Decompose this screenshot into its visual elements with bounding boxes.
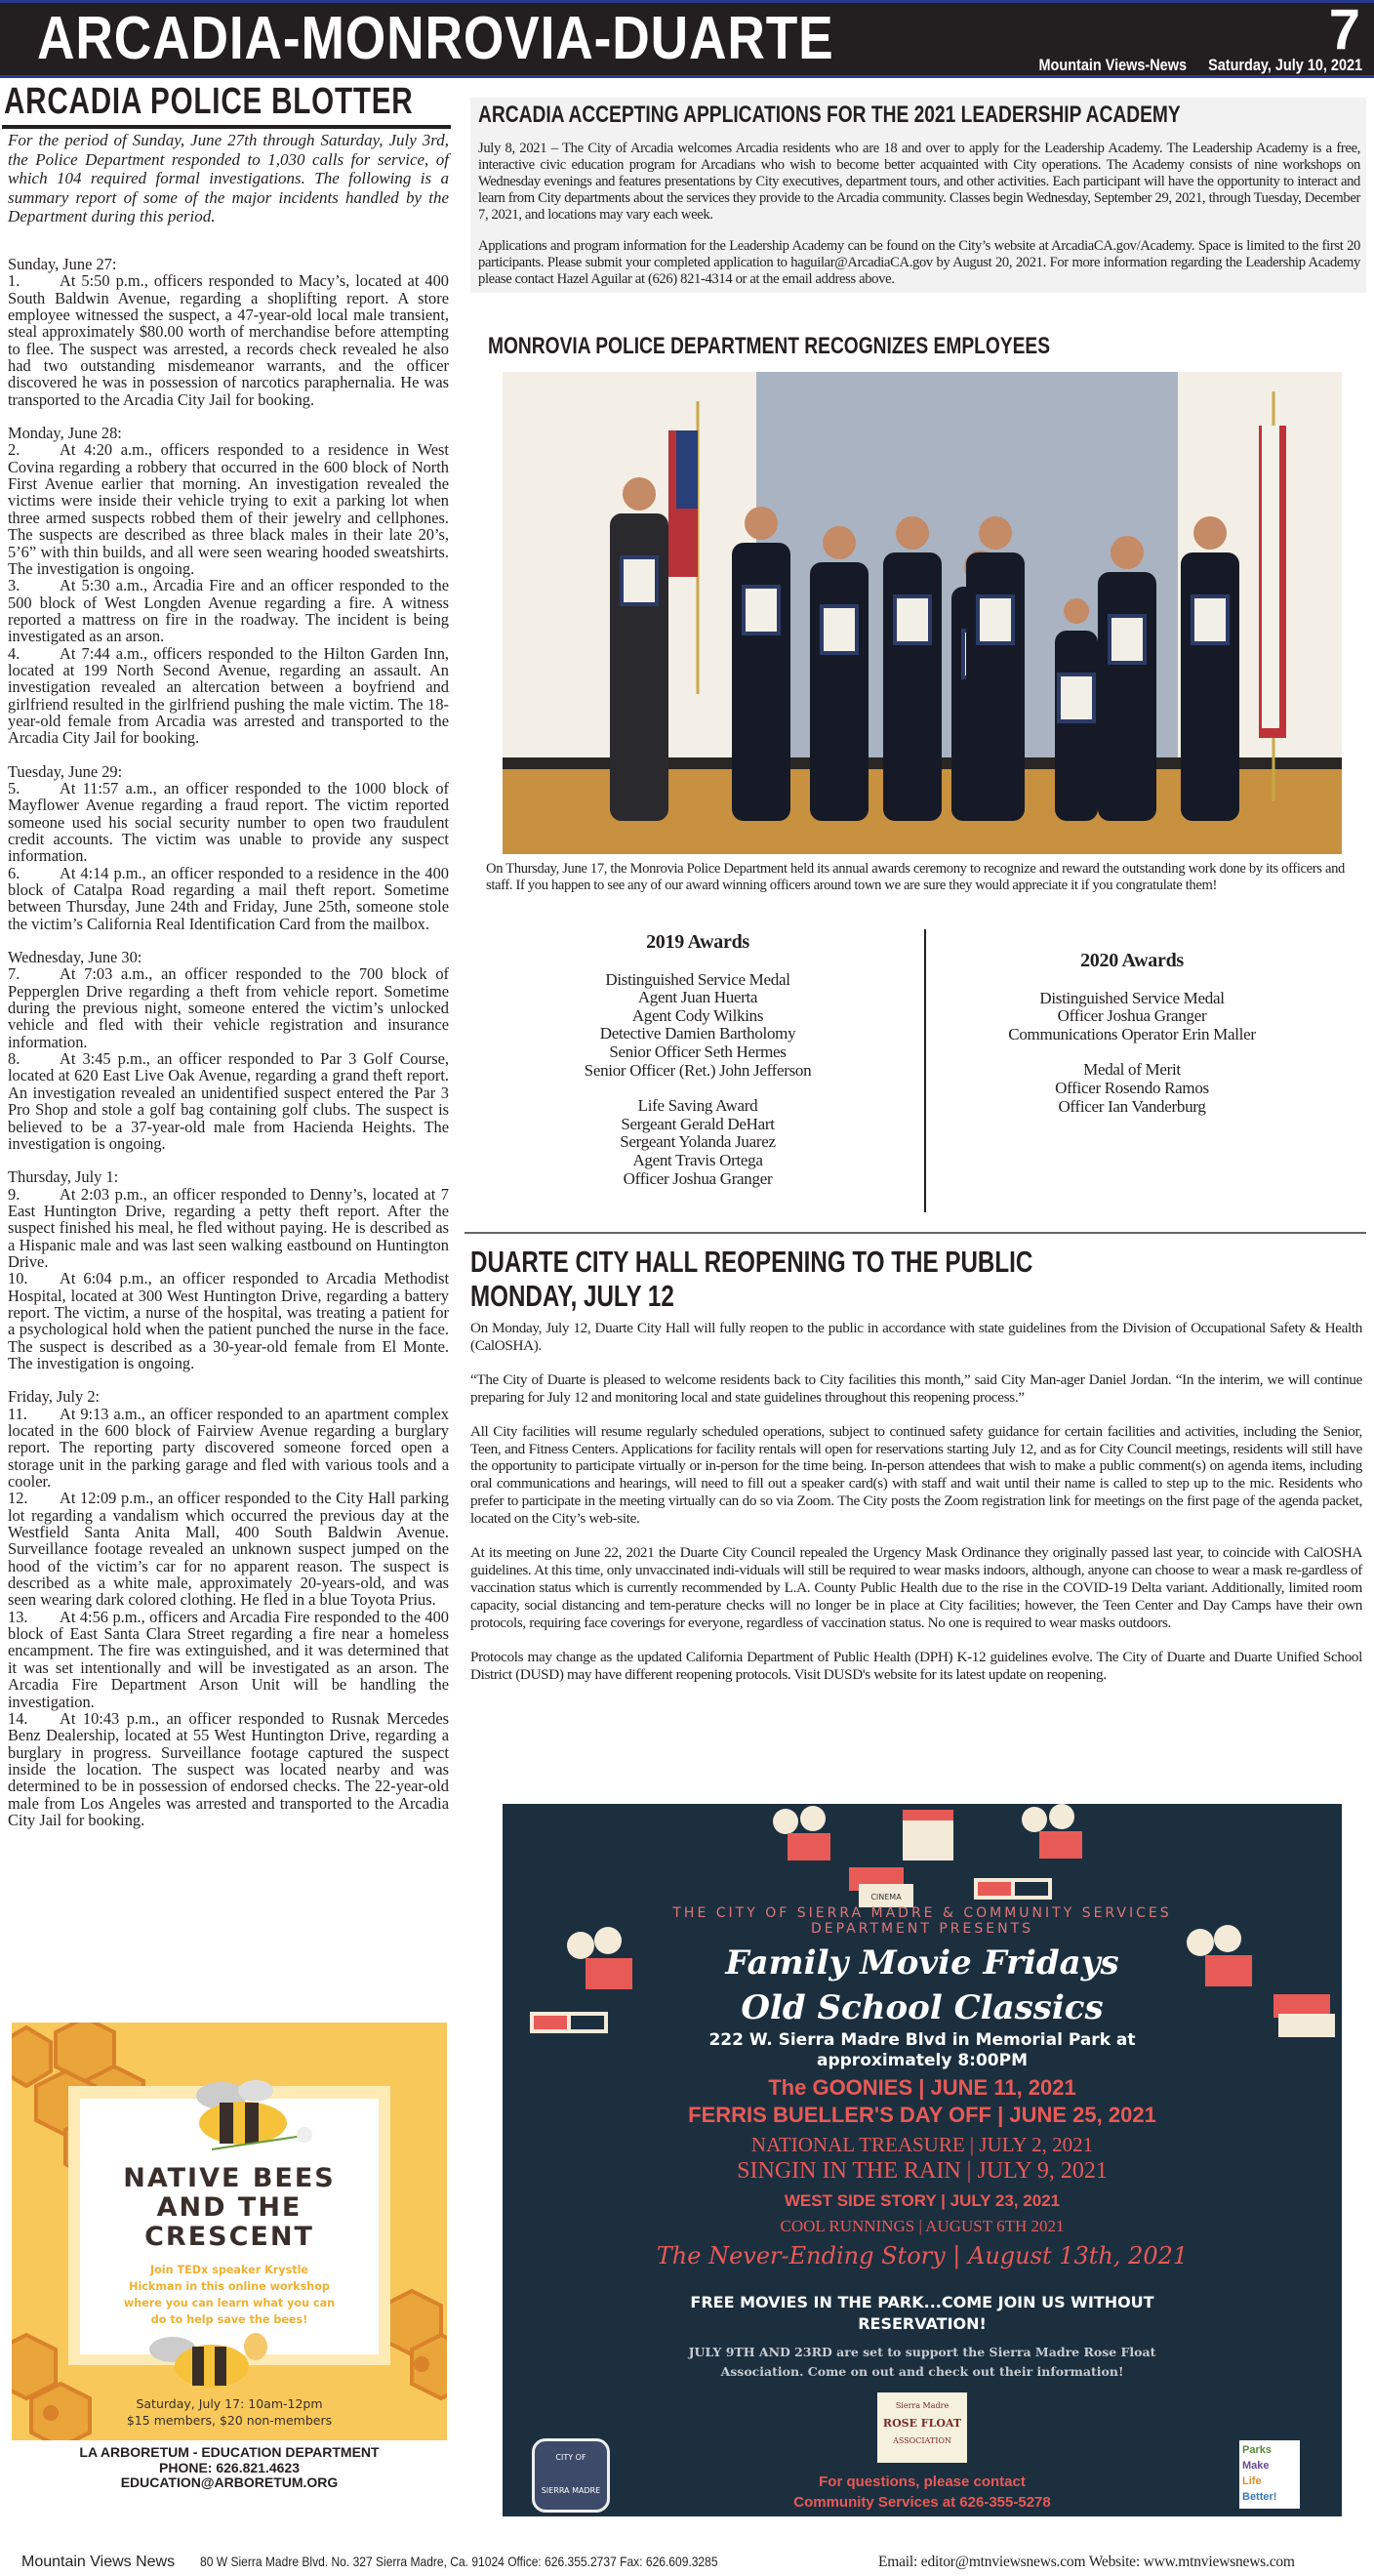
blotter-incident xyxy=(8,645,449,747)
award-certificate xyxy=(1110,616,1145,663)
footer-publication: Mountain Views News xyxy=(21,2554,176,2570)
award-recipient: Senior Officer (Ret.) John Jefferson xyxy=(584,1060,812,1080)
incident-number: 10. xyxy=(8,1269,28,1288)
award-recipient: Agent Cody Wilkins xyxy=(631,1005,764,1025)
blotter-day-label: Tuesday, June 29: xyxy=(8,761,123,781)
page-number: 7 xyxy=(1328,0,1360,61)
note-line: RESERVATION! xyxy=(858,2314,987,2333)
contact-line: For questions, please contact xyxy=(819,2474,1026,2490)
ad-title-line: CRESCENT xyxy=(144,2222,314,2252)
monrovia-headline: MONROVIA POLICE DEPARTMENT RECOGNIZES EMPLOYEES xyxy=(488,333,1051,359)
award-certificate xyxy=(895,596,930,643)
award-recipient: Senior Officer Seth Hermes xyxy=(609,1042,787,1061)
incident-number: 2. xyxy=(8,440,20,460)
article-paragraph: Applications and program information for the Leadership Academy can be found on the City’s website at ArcadiaCA.gov/Academy. Space is limited to the first 20 participants. Please submit your completed application to haguilar@ArcadiaCA.gov by August 20, 2021. For more information regarding the Leadership Academy please contact Hazel Aguilar at (626) 821-4314 or at the email address above. xyxy=(478,238,1360,287)
awards-heading: 2020 Awards xyxy=(1080,950,1184,971)
award-group xyxy=(937,1061,1327,1116)
ad-description-line: Hickman in this online workshop xyxy=(129,2280,330,2293)
rose-float-note xyxy=(503,2343,1342,2382)
leadership-headline: ARCADIA ACCEPTING APPLICATIONS FOR THE 2021 LEADERSHIP ACADEMY xyxy=(478,102,1181,128)
incident-text: At 3:45 p.m., an officer responded to Par 3 Golf Course, located at 620 East Live Oak Avenue, regarding a grand theft report. An investigation revealed an unidentified suspect entered the Par 3 Pro Shop and stole a golf bag containing golf clubs. The suspect is believed to be a 37-year-old male from Hacienda Heights. The investigation is ongoing. xyxy=(8,1049,449,1153)
ad-title-line: NATIVE BEES xyxy=(123,2163,336,2193)
award-recipient: Officer Ian Vanderburg xyxy=(1058,1096,1206,1116)
contact-line: Community Services at 626-355-5278 xyxy=(793,2494,1051,2511)
article-paragraph: Protocols may change as the updated California Department of Public Health (DPH) K-12 guidelines evolve. The City of Duarte and Duarte Unified School District (DUSD) may have different reopening protocols. Visit DUSD's website for its latest update on reopening. xyxy=(470,1648,1362,1683)
movie-fridays-ad xyxy=(503,1804,1342,2516)
ticket-label: CINEMA xyxy=(870,1893,902,1901)
award-group xyxy=(937,990,1327,1044)
cinema-ticket-icon xyxy=(849,1867,913,1907)
article-paragraph: On Monday, July 12, Duarte City Hall will fully reopen to the public in accordance with state guidelines from the Division of Occupational Safety & Health (CalOSHA). xyxy=(470,1320,1362,1354)
person-figure xyxy=(610,477,668,821)
blotter-day-label: Sunday, June 27: xyxy=(8,255,117,273)
movie-listing: The Never-Ending Story | August 13th, 2021 xyxy=(656,2242,1189,2269)
masthead xyxy=(0,0,1374,78)
person-figure xyxy=(732,507,790,821)
contact-department: LA ARBORETUM - EDUCATION DEPARTMENT xyxy=(79,2444,380,2460)
award-recipient: Officer Joshua Granger xyxy=(1057,1006,1207,1026)
presenter-line: THE CITY OF SIERRA MADRE & COMMUNITY SERVICES xyxy=(672,1905,1172,1921)
incident-text: At 11:57 a.m., an officer responded to the 1000 block of Mayflower Avenue regarding a fraud report. The victim reported someone used his social security number to open two fraudulent credit accounts. The victim was unable to provide any suspect information. xyxy=(8,778,449,866)
note-line: JULY 9TH AND 23RD are set to support the Sierra Madre Rose Float xyxy=(688,2345,1156,2359)
contact-email[interactable]: EDUCATION@ARBORETUM.ORG xyxy=(120,2474,339,2490)
award-certificate xyxy=(744,587,779,634)
blotter-day xyxy=(8,425,449,747)
incident-number: 14. xyxy=(8,1708,28,1728)
person-figure xyxy=(1098,536,1156,821)
seal-text: CITY OF xyxy=(555,2453,586,2462)
movie-listing: NATIONAL TREASURE | JULY 2, 2021 xyxy=(750,2133,1094,2156)
location-line: approximately 8:00PM xyxy=(817,2051,1028,2070)
incident-text: At 4:20 a.m., officers responded to a residence in West Covina regarding a robbery that occurred in the 600 block of North First Avenue earlier that morning. An investigation revealed the victims were inside their vehicle trying to exit a parking lot when three armed suspects robbed them of their jewelry and cellphones. The suspects are described as three black males in their late 20’s, 5’6” with thin builds, and all were seen wearing hooded sweatshirts. The investigation is ongoing. xyxy=(8,440,449,578)
blotter-incident xyxy=(8,1050,449,1152)
publication-name: Mountain Views-News xyxy=(1038,56,1187,74)
monrovia-caption: On Thursday, June 17, the Monrovia Police Department held its annual awards ceremony to recognize and reward the outstanding work done by its officers and staff. If you happen to see any of our award winning officers around town we are sure they would appreciate it if you congratulate them! xyxy=(486,861,1345,893)
award-certificate xyxy=(822,606,857,653)
incident-number: 12. xyxy=(8,1489,28,1508)
issue-date: Saturday, July 10, 2021 xyxy=(1208,56,1362,74)
headline-line: MONDAY, JULY 12 xyxy=(470,1279,674,1313)
award-group xyxy=(503,1097,893,1188)
bee-honey-illustration xyxy=(148,2325,275,2393)
incident-number: 13. xyxy=(8,1607,28,1626)
presenter-line: DEPARTMENT PRESENTS xyxy=(810,1921,1034,1937)
blotter-intro: For the period of Sunday, June 27th through Saturday, July 3rd, the Police Department responded to 1,030 calls for service, of which 104 required formal investigations. The following is a summary report of some of the major incidents handled by the Department during this period. xyxy=(8,131,449,225)
blotter-day-label: Thursday, July 1: xyxy=(8,1167,119,1187)
article-paragraph: “The City of Duarte is pleased to welcome residents back to City facilities this month,” said City Man-ager Daniel Jordan. “In the interim, we will continue preparing for July 12 and monitoring local and state guidelines throughout this reopening process.” xyxy=(470,1370,1362,1406)
blotter-body xyxy=(8,256,449,1828)
article-paragraph: July 8, 2021 – The City of Arcadia welcomes Arcadia residents who are 18 and over to apply for the Leadership Academy. The Leadership Academy is a free, interactive civic education program for Arcadians who wish to become better acquainted with City operations. The Academy consists of nine workshops on Wednesday evenings and features presentations by City executives, department tours, and other activities. Each participant will have the opportunity to interact and learn from City departments about the services they provide to the Arcadia community. Classes begin Wednesday, September 29, 2021, through Tuesday, December 7, 2021, and locations may vary each week. xyxy=(478,141,1360,223)
blotter-incident xyxy=(8,1186,449,1271)
incident-text: At 5:30 a.m., Arcadia Fire and an officer responded to the 500 block of West Longden Avenue regarding a fire. A witness reported a mattress on fire in the roadway. The incident is being investigated as an arson. xyxy=(8,576,449,646)
contact-phone[interactable]: PHONE: 626.821.4623 xyxy=(159,2459,300,2475)
ad-description-line: Join TEDx speaker Krystle xyxy=(149,2264,309,2276)
logo-text: Better! xyxy=(1242,2491,1277,2503)
page-footer xyxy=(0,2552,1374,2576)
headline-line: DUARTE CITY HALL REOPENING TO THE PUBLIC xyxy=(470,1245,1033,1279)
ad-title: Family Movie Fridays xyxy=(725,1943,1119,1983)
duarte-headline xyxy=(470,1245,1032,1313)
awards-heading: 2019 Awards xyxy=(646,931,749,953)
blotter-day xyxy=(8,763,449,932)
footer-address: 80 W Sierra Madre Blvd. No. 327 Sierra Madre, Ca. 91024 Office: 626.355.2737 Fax: 626.609.3285 xyxy=(200,2554,718,2569)
movie-listing: FERRIS BUELLER'S DAY OFF | JUNE 25, 2021 xyxy=(688,2103,1156,2127)
blotter-incident xyxy=(8,1406,449,1491)
incident-text: At 12:09 p.m., an officer responded to the City Hall parking lot regarding a vandalism which occurred the previous day at the Westfield Santa Anita Mall, 400 South Baldwin Avenue. Surveillance footage revealed an unknown suspect jumped on the hood of the victim’s car for no apparent reason. The suspect is described as a white male, approximately 20-years-old, and was seen wearing dark colored clothing. He fled in a blue Toyota Prius. xyxy=(8,1489,449,1610)
event-price: $15 members, $20 non-members xyxy=(126,2413,333,2428)
headline-rule xyxy=(2,125,451,129)
awards-divider xyxy=(924,929,926,1212)
blotter-incident xyxy=(8,780,449,865)
incident-text: At 2:03 p.m., an officer responded to Denny’s, located at 7 East Huntington Drive, regarding a petty theft report. After the suspect finished his meal, he fled without paying. He is described as a Hispanic male and was last seen walking eastbound on Huntington Drive. xyxy=(8,1184,449,1271)
blotter-day xyxy=(8,949,449,1152)
incident-number: 9. xyxy=(8,1184,20,1204)
incident-text: At 4:56 p.m., officers and Arcadia Fire responded to the 400 block of East Santa Clara Street regarding a fire near a homeless encampment. The fire was extinguished, and it was determined that it was set intentionally and will be investigated as an arson. The Arcadia Fire Department Arson Unit will be handling the investigation. xyxy=(8,1607,449,1711)
award-recipient: Sergeant Yolanda Juarez xyxy=(620,1132,776,1152)
movie-listing: WEST SIDE STORY | JULY 23, 2021 xyxy=(784,2191,1061,2210)
person-figure xyxy=(810,526,869,821)
awards-2019 xyxy=(503,933,893,1188)
blotter-incident xyxy=(8,272,449,408)
bee-illustration xyxy=(182,2076,319,2159)
blotter-incident xyxy=(8,965,449,1050)
award-certificate xyxy=(1192,596,1228,643)
incident-text: At 9:13 a.m., an officer responded to an apartment complex located in the 600 block of Fairview Avenue regarding a burglary report. The reporting party discovered someone forced open a storage unit in the parking garage and fled with various tools and a cooler. xyxy=(8,1404,449,1492)
incident-number: 1. xyxy=(8,271,20,291)
native-bees-ad xyxy=(12,2023,447,2440)
clapperboard-icon xyxy=(903,1810,953,1860)
3d-glasses-icon xyxy=(976,1880,1050,1898)
blotter-day-label: Monday, June 28: xyxy=(8,424,122,443)
ad-description xyxy=(70,2262,388,2328)
ad-details xyxy=(12,2395,447,2429)
movie-listing: COOL RUNNINGS | AUGUST 6TH 2021 xyxy=(780,2217,1065,2235)
incident-text: At 10:43 p.m., an officer responded to Rusnak Mercedes Benz Dealership, located at 55 West Huntington Drive, regarding a burglary in progress. Surveillance footage captured the suspect inside the location. The suspect was located nearby and was determined to be in possession of endorsed checks. The 22-year-old male from Los Angeles was arrested and transported to the Arcadia City Jail for booking. xyxy=(8,1708,449,1829)
award-certificate xyxy=(978,596,1013,643)
logo-text: Sierra Madre xyxy=(895,2401,950,2410)
arboretum-contact xyxy=(12,2445,447,2491)
blotter-incident xyxy=(8,441,449,577)
note-line: FREE MOVIES IN THE PARK...COME JOIN US WITHOUT xyxy=(690,2293,1154,2311)
article-paragraph: All City facilities will resume regularly scheduled operations, subject to continued safety guidance for certain facilities and activities, including the Senior, Teen, and Fitness Centers. Applications for facility rentals will open for reservations starting July 12, and as for City Council meetings, residents will still have the opportunity to participate virtually or in-person for the time being. In-person attendees that wish to make a public comment(s) on agenda items, including oral communications and hearings, will need to fill out a speaker card(s) with staff and wait until their name is called to step up to the mic. Residents who prefer to participate in the meeting virtually can do so via Zoom. The City posts the Zoom registration link for meetings on the first page of the agenda packet, located on the City’s web-site. xyxy=(470,1422,1362,1528)
ad-description-line: do to help save the bees! xyxy=(150,2313,308,2326)
ad-contact xyxy=(629,2472,1215,2513)
incident-text: At 7:03 a.m., an officer responded to the 700 block of Pepperglen Drive regarding a theft from vehicle report. Sometime during the previous night, someone entered the victim’s unlocked vehicle and fled with their vehicle registration and insurance information. xyxy=(8,964,449,1051)
award-recipient: Communications Operator Erin Maller xyxy=(1008,1024,1256,1043)
logo-text: Life xyxy=(1242,2475,1262,2487)
award-certificate xyxy=(622,557,657,604)
incident-text: At 6:04 p.m., an officer responded to Arcadia Methodist Hospital, located at 300 West Huntington Drive, regarding a battery report. The victim, a nurse of the hospital, was treating a patient for a psychological hold when the patient punched the nurse in the face. The suspect is described as a 30-year-old female from El Monte. The investigation is ongoing. xyxy=(8,1269,449,1372)
incident-number: 7. xyxy=(8,964,20,984)
incident-text: At 4:14 p.m., an officer responded to a residence in the 400 block of Catalpa Road regarding a mail theft report. Sometime between Thursday, June 24th and Friday, June 25th, someone stole the victim’s California Real Identification Card from the mailbox. xyxy=(8,863,449,933)
award-recipient: Sergeant Gerald DeHart xyxy=(621,1114,775,1133)
free-movies-note xyxy=(503,2292,1342,2335)
blotter-day xyxy=(8,256,449,408)
blotter-day-label: Friday, July 2: xyxy=(8,1387,101,1407)
award-recipient: Agent Juan Huerta xyxy=(637,988,758,1007)
award-name: Distinguished Service Medal xyxy=(1039,988,1225,1007)
ad-subtitle: Old School Classics xyxy=(741,1988,1104,2027)
award-recipient: Agent Travis Ortega xyxy=(632,1150,763,1169)
note-line: Association. Come on out and check out their information! xyxy=(720,2364,1124,2379)
film-camera-icon xyxy=(773,1806,830,1860)
blotter-incident xyxy=(8,1270,449,1371)
blotter-day xyxy=(8,1168,449,1371)
event-date: Saturday, July 17: 10am-12pm xyxy=(136,2396,323,2411)
logo-text: Make xyxy=(1242,2460,1270,2472)
person-figure xyxy=(1181,516,1239,821)
incident-number: 11. xyxy=(8,1404,27,1423)
rose-float-logo xyxy=(877,2392,967,2463)
logo-text: Parks xyxy=(1242,2444,1272,2456)
ad-title-line: AND THE xyxy=(156,2192,303,2223)
award-recipient: Officer Joshua Granger xyxy=(623,1168,773,1188)
sierra-madre-city-seal xyxy=(532,2438,610,2513)
blotter-headline: ARCADIA POLICE BLOTTER xyxy=(4,81,414,122)
blotter-incident xyxy=(8,1609,449,1710)
blotter-day-label: Wednesday, June 30: xyxy=(8,948,142,967)
movie-listing: The GOONIES | JUNE 11, 2021 xyxy=(768,2075,1076,2100)
ad-title xyxy=(12,2164,447,2252)
incident-number: 8. xyxy=(8,1049,20,1069)
footer-contact[interactable]: Email: editor@mtnviewsnews.com Website: www.mtnviewsnews.com xyxy=(878,2554,1295,2570)
blotter-incident xyxy=(8,1710,449,1828)
award-name: Medal of Merit xyxy=(1083,1060,1181,1080)
incident-text: At 7:44 a.m., officers responded to the Hilton Garden Inn, located at 199 North Second Avenue, regarding an assault. An investigation revealed an altercation between a boyfriend and girlfriend resulted in the girlfriend pushing the male victim. The 18-year-old female from Arcadia was arrested and transported to the Arcadia City Jail for booking. xyxy=(8,643,449,748)
location-line: 222 W. Sierra Madre Blvd in Memorial Park at xyxy=(708,2030,1136,2050)
blotter-incident xyxy=(8,1490,449,1608)
seal-text: SIERRA MADRE xyxy=(541,2486,601,2495)
masthead-info xyxy=(1017,56,1362,75)
incident-number: 6. xyxy=(8,863,20,882)
section-divider xyxy=(465,1232,1366,1234)
duarte-body xyxy=(470,1320,1362,1683)
ad-presenter xyxy=(503,1905,1342,1937)
awards-group-photo xyxy=(503,372,1342,854)
person-figure xyxy=(883,516,942,821)
logo-text: ASSOCIATION xyxy=(893,2436,951,2445)
person-figure xyxy=(966,516,1025,821)
award-name: Life Saving Award xyxy=(637,1096,758,1116)
blotter-incident xyxy=(8,865,449,932)
section-title: ARCADIA-MONROVIA-DUARTE xyxy=(37,5,834,72)
award-group xyxy=(503,971,893,1081)
incident-number: 5. xyxy=(8,778,20,797)
ad-description-line: where you can learn what you can xyxy=(123,2297,336,2310)
awards-2020 xyxy=(937,952,1327,1116)
incident-text: At 5:50 p.m., officers responded to Macy’s, located at 400 South Baldwin Avenue, regarding a shoplifting report. A store employee witnessed the suspect, a 47-year-old local male transient, steal approximately $80.00 worth of merchandise before attempting to flee. The suspect was arrested, a records check revealed he also had two outstanding misdemeanor warrants, and the officer discovered he was in possession of narcotics paraphernalia. He was transported to the Arcadia City Jail for booking. xyxy=(8,271,449,409)
award-recipient: Detective Damien Bartholomy xyxy=(599,1024,796,1043)
blotter-day xyxy=(8,1388,449,1828)
movie-listing: SINGIN IN THE RAIN | JULY 9, 2021 xyxy=(737,2158,1108,2184)
incident-number: 4. xyxy=(8,643,20,663)
leadership-body xyxy=(478,141,1360,288)
award-certificate xyxy=(1059,675,1094,721)
incident-number: 3. xyxy=(8,576,20,595)
blotter-incident xyxy=(8,577,449,644)
award-recipient: Officer Rosendo Ramos xyxy=(1055,1078,1209,1097)
logo-text: ROSE FLOAT xyxy=(882,2417,962,2430)
parks-make-life-better-logo xyxy=(1239,2440,1300,2509)
article-paragraph: At its meeting on June 22, 2021 the Duarte City Council repealed the Urgency Mask Ordinance they originally passed last year, to coincide with CalOSHA guidelines. At this time, only unvaccinated indi-viduals will still be required to wear masks indoors, although, anyone can choose to wear a mask re-gardless of vaccination status which is currently recommended by L.A. County Public Health due to the rise in the COVID-19 Delta variant. Additionally, limited room capacity, social distancing and tem-perature checks will no longer be in place at City facilities; however, the Teen Center and Day Camps have their own protocols, requiring face coverings for everyone, regardless of vaccination status. No one is required to wear masks outdoors. xyxy=(470,1544,1362,1631)
ad-location xyxy=(503,2030,1342,2071)
award-name: Distinguished Service Medal xyxy=(605,969,790,989)
film-camera-icon xyxy=(1022,1804,1082,1859)
